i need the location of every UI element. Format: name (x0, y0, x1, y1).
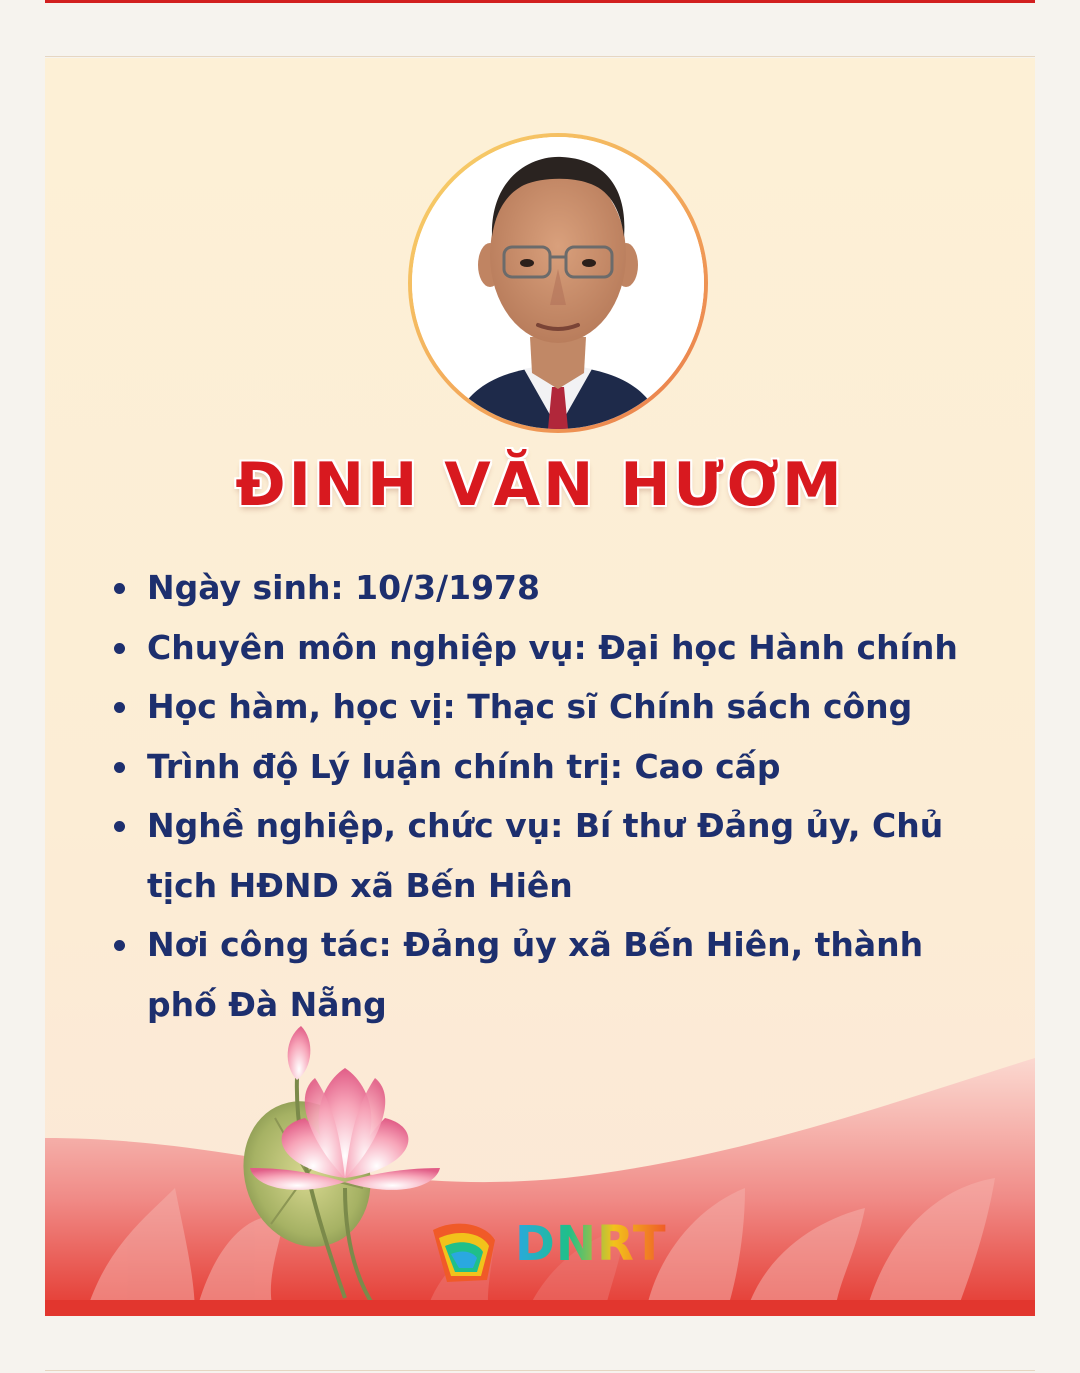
divider (45, 56, 1035, 57)
detail-academic-degree (111, 677, 991, 737)
detail-text: Ngày sinh: 10/3/1978 (147, 568, 540, 607)
portrait-ring (408, 133, 708, 433)
details-list (111, 558, 991, 1034)
person-photo-icon (412, 137, 704, 429)
portrait-photo (412, 137, 704, 429)
bullet-icon (114, 643, 125, 654)
detail-specialization (111, 618, 991, 678)
bullet-icon (114, 762, 125, 773)
detail-text: Trình độ Lý luận chính trị: Cao cấp (147, 746, 781, 786)
dnrt-emblem-icon (427, 1210, 507, 1290)
top-rule (45, 0, 1035, 3)
divider (45, 1370, 1035, 1371)
bullet-icon (114, 821, 125, 832)
logo-text: DNRT (515, 1216, 667, 1272)
detail-text: Học hàm, học vị: Thạc sĩ Chính sách công (147, 687, 913, 726)
detail-text: Nơi công tác: Đảng ủy xã Bến Hiên, thành phố Đà Nẵng (147, 925, 924, 1024)
candidate-card (45, 58, 1035, 1316)
bullet-icon (114, 702, 125, 713)
detail-birthdate (111, 558, 991, 618)
bullet-icon (114, 940, 125, 951)
bullet-icon (114, 583, 125, 594)
candidate-name: ĐINH VĂN HƯƠM (235, 450, 845, 520)
detail-occupation (111, 796, 991, 915)
detail-text: Nghề nghiệp, chức vụ: Bí thư Đảng ủy, Chủ tịch HĐND xã Bến Hiên (147, 806, 944, 905)
dnrt-logo (427, 1210, 667, 1290)
bottom-band (45, 1300, 1035, 1316)
detail-political-theory (111, 737, 991, 797)
detail-text: Chuyên môn nghiệp vụ: Đại học Hành chính (147, 627, 958, 667)
